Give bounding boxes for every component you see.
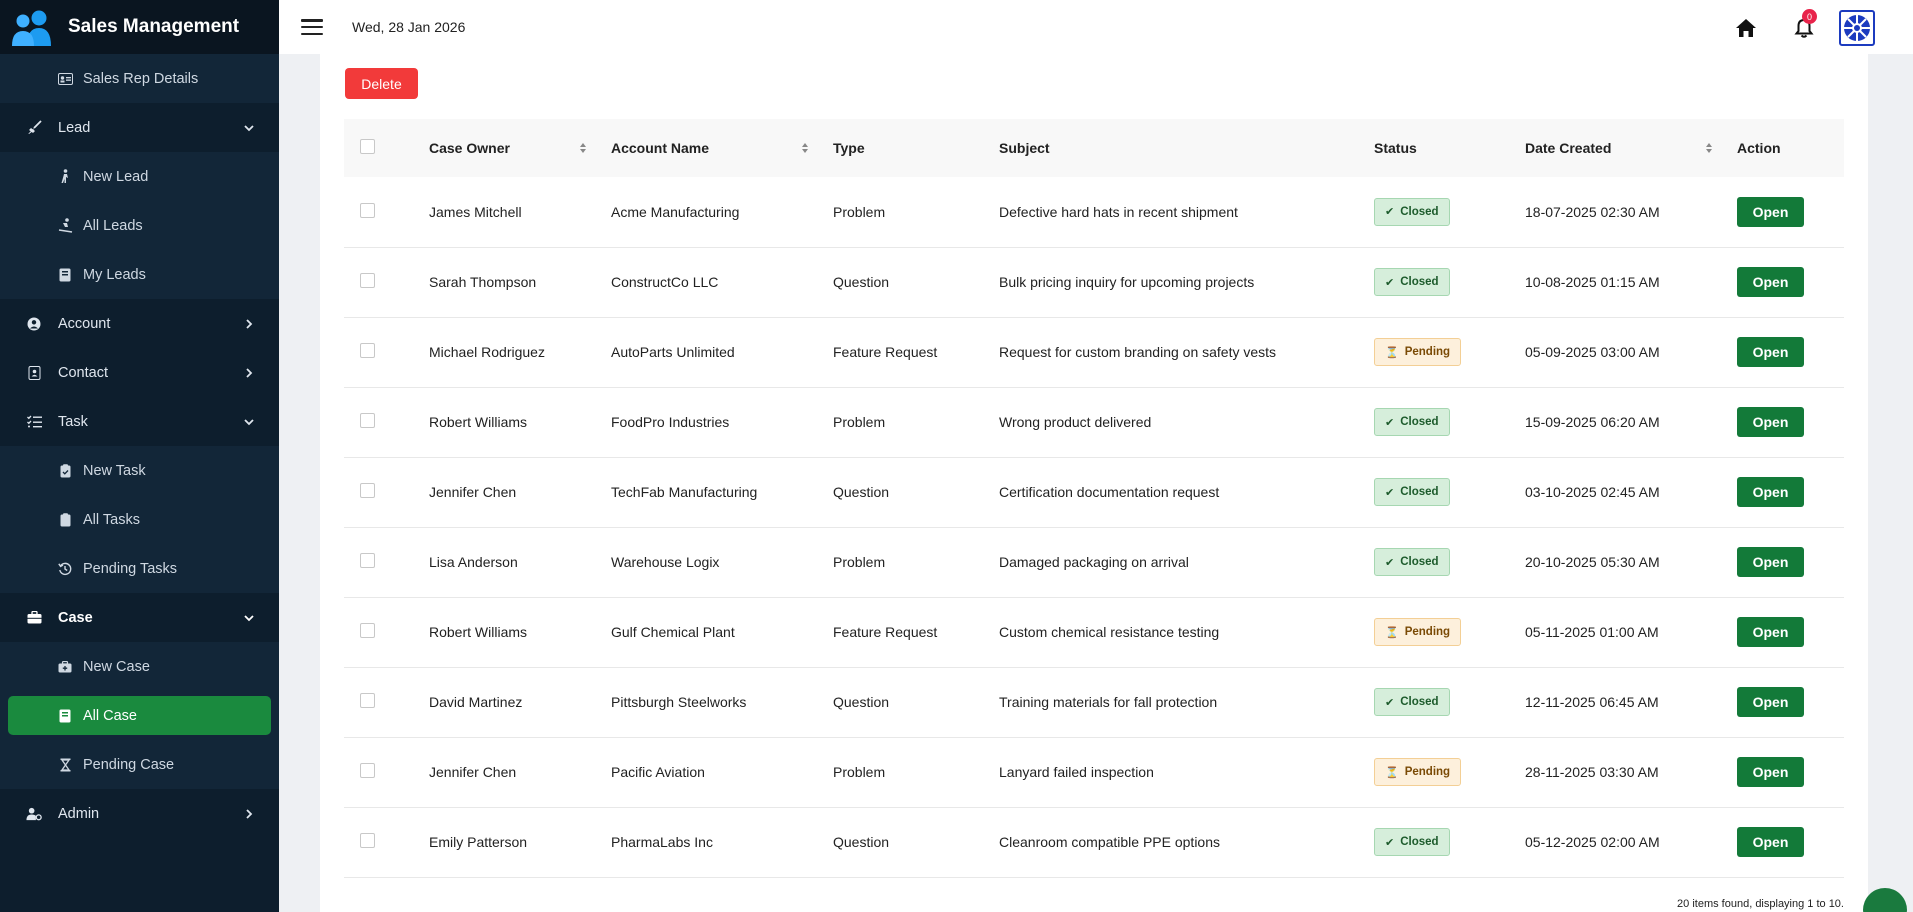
row-checkbox[interactable] [360, 203, 375, 218]
cell-type: Problem [833, 764, 886, 780]
column-header-account-name[interactable] [611, 119, 833, 177]
sidebar-item-label: Case [58, 609, 93, 626]
history-icon [57, 561, 73, 577]
cell-date-created: 28-11-2025 03:30 AM [1525, 764, 1659, 780]
open-case-button[interactable]: Open [1737, 547, 1804, 577]
cell-type: Question [833, 694, 890, 710]
sidebar-item-contact[interactable] [0, 348, 279, 397]
double-check-icon: ✔ [1385, 206, 1395, 219]
column-header-type: Type [833, 140, 865, 156]
cell-subject: Wrong product delivered [999, 414, 1152, 430]
book-icon [57, 708, 73, 724]
cell-action [1737, 667, 1844, 737]
list-check-icon [26, 414, 42, 430]
cell-account-name: PharmaLabs Inc [611, 834, 713, 850]
row-checkbox[interactable] [360, 273, 375, 288]
cell-date-created: 05-11-2025 01:00 AM [1525, 624, 1659, 640]
cases-table [344, 119, 1844, 878]
table-row [344, 737, 1844, 807]
cell-account-name: Pacific Aviation [611, 764, 705, 780]
table-row [344, 667, 1844, 737]
cell-status [1374, 667, 1525, 737]
sidebar-item-label: Task [58, 413, 88, 430]
cell-action [1737, 317, 1844, 387]
double-check-icon: ✔ [1385, 276, 1395, 289]
sidebar-item-case[interactable] [0, 593, 279, 642]
sidebar-item-label: New Lead [83, 168, 149, 185]
status-badge [1374, 618, 1461, 646]
table-row [344, 317, 1844, 387]
column-header-action: Action [1737, 140, 1781, 156]
status-badge [1374, 338, 1461, 366]
table-row [344, 177, 1844, 247]
sales-rep-group [0, 54, 279, 103]
cell-account-name: Pittsburgh Steelworks [611, 694, 747, 710]
status-badge [1374, 758, 1461, 786]
status-label: Pending [1404, 766, 1451, 778]
case-submenu [0, 642, 279, 789]
chevron-down-icon [243, 612, 255, 624]
double-check-icon: ✔ [1385, 836, 1395, 849]
cell-subject: Certification documentation request [999, 484, 1220, 500]
column-label: Case Owner [429, 140, 510, 156]
cell-account-name: TechFab Manufacturing [611, 484, 758, 500]
cell-type: Question [833, 484, 890, 500]
table-row [344, 807, 1844, 877]
cell-type: Feature Request [833, 624, 938, 640]
cell-subject: Request for custom branding on safety vests [999, 344, 1277, 360]
sort-icon[interactable] [801, 142, 809, 154]
select-all-checkbox[interactable] [360, 139, 375, 154]
status-label: Closed [1400, 556, 1439, 568]
cell-action [1737, 807, 1844, 877]
cell-type: Problem [833, 203, 886, 220]
table-row [344, 387, 1844, 457]
sidebar-item-new-case[interactable] [0, 642, 279, 691]
cell-subject: Custom chemical resistance testing [999, 624, 1220, 640]
table-header-row [344, 119, 1844, 177]
sidebar-item-account[interactable] [0, 299, 279, 348]
cell-date-created: 18-07-2025 02:30 AM [1525, 203, 1660, 220]
cell-case-owner: David Martinez [429, 694, 523, 710]
status-label: Closed [1400, 696, 1439, 708]
cell-status [1374, 527, 1525, 597]
cell-action [1737, 177, 1844, 247]
cell-account-name: Gulf Chemical Plant [611, 624, 735, 640]
cell-action [1737, 737, 1844, 807]
cell-type: Feature Request [833, 344, 938, 360]
table-body [344, 177, 1844, 877]
column-header-subject: Subject [999, 140, 1050, 156]
sidebar [0, 0, 279, 912]
column-label: Date Created [1525, 140, 1612, 156]
cell-subject: Cleanroom compatible PPE options [999, 834, 1221, 850]
sidebar-item-label: All Leads [83, 217, 143, 234]
sidebar-item-label: New Case [83, 658, 150, 675]
row-checkbox[interactable] [360, 623, 375, 638]
status-label: Pending [1404, 346, 1451, 358]
cell-date-created: 12-11-2025 06:45 AM [1525, 694, 1659, 710]
cell-account-name: Acme Manufacturing [611, 203, 740, 220]
row-checkbox[interactable] [360, 693, 375, 708]
status-label: Pending [1404, 626, 1451, 638]
cell-type: Question [833, 834, 890, 850]
cell-case-owner: Emily Patterson [429, 834, 528, 850]
status-label: Closed [1400, 416, 1439, 428]
cell-case-owner: Jennifer Chen [429, 484, 517, 500]
row-checkbox[interactable] [360, 483, 375, 498]
sidebar-item-label: All Tasks [83, 511, 140, 528]
cell-subject: Damaged packaging on arrival [999, 554, 1189, 570]
open-case-button[interactable]: Open [1737, 617, 1804, 647]
open-case-button[interactable]: Open [1737, 197, 1804, 227]
notification-count-badge: 0 [1802, 9, 1817, 24]
open-case-button[interactable]: Open [1737, 477, 1804, 507]
cell-status [1374, 457, 1525, 527]
notifications-button[interactable] [1793, 11, 1815, 39]
status-label: Closed [1400, 486, 1439, 498]
sidebar-item-all-leads[interactable] [0, 201, 279, 250]
cell-subject: Training materials for fall protection [999, 694, 1218, 710]
table-row [344, 597, 1844, 667]
cell-status [1374, 597, 1525, 667]
open-case-button[interactable]: Open [1737, 267, 1804, 297]
lead-submenu [0, 152, 279, 299]
cell-status [1374, 247, 1525, 317]
open-case-button[interactable]: Open [1737, 337, 1804, 367]
cell-date-created: 05-12-2025 02:00 AM [1525, 834, 1660, 850]
row-checkbox[interactable] [360, 553, 375, 568]
double-check-icon: ✔ [1385, 696, 1395, 709]
open-case-button[interactable]: Open [1737, 687, 1804, 717]
pagination-info: 20 items found, displaying 1 to 10. [1677, 898, 1844, 910]
book-icon [57, 267, 73, 283]
hourglass-icon: ⏳ [1385, 766, 1399, 779]
column-header-case-owner[interactable] [429, 119, 611, 177]
sidebar-item-label: Admin [58, 805, 100, 822]
cell-account-name: AutoParts Unlimited [611, 344, 735, 360]
cell-subject: Defective hard hats in recent shipment [999, 203, 1238, 220]
sort-icon[interactable] [579, 142, 587, 154]
chevron-down-icon [243, 416, 255, 428]
row-checkbox[interactable] [360, 833, 375, 848]
sidebar-item-lead[interactable] [0, 103, 279, 152]
cell-date-created: 20-10-2025 05:30 AM [1525, 554, 1660, 570]
sidebar-item-pending-tasks[interactable] [0, 544, 279, 593]
cell-case-owner: Jennifer Chen [429, 764, 517, 780]
hourglass-icon [57, 757, 73, 773]
person-walking-icon [57, 169, 73, 185]
sidebar-item-new-lead[interactable] [0, 152, 279, 201]
status-badge [1374, 478, 1450, 506]
cell-account-name: FoodPro Industries [611, 414, 730, 430]
id-card-icon [57, 71, 73, 87]
user-gear-icon [26, 806, 42, 822]
address-book-icon [26, 365, 42, 381]
cell-status [1374, 387, 1525, 457]
sidebar-item-label: My Leads [83, 266, 146, 283]
chevron-right-icon [243, 367, 255, 379]
cell-status [1374, 177, 1525, 247]
status-badge [1374, 268, 1450, 296]
status-label: Closed [1400, 276, 1439, 288]
brand [0, 0, 279, 54]
cell-subject: Bulk pricing inquiry for upcoming projects [999, 274, 1255, 290]
current-date: Wed, 28 Jan 2026 [352, 19, 466, 35]
status-badge [1374, 828, 1450, 856]
sidebar-item-label: Pending Case [83, 756, 175, 773]
open-case-button[interactable]: Open [1737, 827, 1804, 857]
status-badge [1374, 688, 1450, 716]
cell-type: Problem [833, 414, 886, 430]
double-check-icon: ✔ [1385, 486, 1395, 499]
case-list-card [320, 54, 1868, 912]
sidebar-item-pending-case[interactable] [0, 740, 279, 789]
sidebar-item-label: New Task [83, 462, 146, 479]
hamburger-menu-icon[interactable] [301, 19, 323, 35]
sidebar-item-all-tasks[interactable] [0, 495, 279, 544]
row-checkbox[interactable] [360, 413, 375, 428]
sidebar-item-label: Sales Rep Details [83, 70, 199, 87]
home-icon[interactable] [1735, 17, 1757, 39]
sidebar-item-all-case[interactable] [8, 696, 271, 735]
chevron-right-icon [243, 808, 255, 820]
table-row [344, 527, 1844, 597]
company-logo-icon [1842, 13, 1872, 43]
clipboard-icon [57, 512, 73, 528]
sidebar-item-my-leads[interactable] [0, 250, 279, 299]
column-label: Account Name [611, 140, 710, 156]
cell-account-name: Warehouse Logix [611, 554, 720, 570]
user-circle-icon [26, 316, 42, 332]
chevron-down-icon [243, 122, 255, 134]
cell-case-owner: Michael Rodriguez [429, 344, 545, 360]
cell-action [1737, 387, 1844, 457]
sidebar-item-label: Lead [58, 119, 91, 136]
task-submenu [0, 446, 279, 593]
cell-action [1737, 457, 1844, 527]
double-check-icon: ✔ [1385, 556, 1395, 569]
hourglass-icon: ⏳ [1385, 346, 1399, 359]
cell-case-owner: Sarah Thompson [429, 274, 537, 290]
cell-date-created: 05-09-2025 03:00 AM [1525, 344, 1660, 360]
chat-fab-button[interactable] [1863, 888, 1907, 912]
cell-case-owner: James Mitchell [429, 203, 522, 220]
clipboard-check-icon [57, 463, 73, 479]
top-header [279, 0, 1913, 54]
sidebar-item-label: Pending Tasks [83, 560, 178, 577]
users-logo-icon [10, 8, 56, 46]
sidebar-item-label: Contact [58, 364, 108, 381]
sidebar-item-admin[interactable] [0, 789, 279, 838]
table-row [344, 457, 1844, 527]
broom-icon [26, 120, 42, 136]
sort-icon[interactable] [1705, 142, 1713, 154]
person-skiing-icon [57, 218, 73, 234]
delete-button[interactable]: Delete [345, 68, 418, 99]
row-checkbox[interactable] [360, 343, 375, 358]
sidebar-item-sales-rep-details[interactable] [0, 54, 279, 103]
cell-status [1374, 737, 1525, 807]
status-badge [1374, 198, 1450, 226]
chevron-right-icon [243, 318, 255, 330]
cell-date-created: 15-09-2025 06:20 AM [1525, 414, 1660, 430]
column-header-date-created[interactable] [1525, 119, 1737, 177]
cell-account-name: ConstructCo LLC [611, 274, 719, 290]
sidebar-item-label: Account [58, 315, 111, 332]
cell-type: Problem [833, 554, 886, 570]
sidebar-item-label: All Case [83, 707, 137, 724]
cell-case-owner: Robert Williams [429, 414, 528, 430]
cell-case-owner: Robert Williams [429, 624, 528, 640]
cell-status [1374, 317, 1525, 387]
cell-action [1737, 527, 1844, 597]
status-label: Closed [1400, 205, 1439, 218]
cell-subject: Lanyard failed inspection [999, 764, 1154, 780]
table-row [344, 247, 1844, 317]
sidebar-item-new-task[interactable] [0, 446, 279, 495]
status-label: Closed [1400, 836, 1439, 848]
row-checkbox[interactable] [360, 763, 375, 778]
hourglass-icon: ⏳ [1385, 626, 1399, 639]
sidebar-item-task[interactable] [0, 397, 279, 446]
cell-status [1374, 807, 1525, 877]
briefcase-icon [26, 610, 42, 626]
cell-action [1737, 247, 1844, 317]
header-actions [1735, 10, 1875, 46]
status-badge [1374, 548, 1450, 576]
cell-type: Question [833, 274, 890, 290]
page-background-right [1868, 54, 1913, 912]
cell-date-created: 10-08-2025 01:15 AM [1525, 274, 1660, 290]
double-check-icon: ✔ [1385, 416, 1395, 429]
cell-case-owner: Lisa Anderson [429, 554, 518, 570]
column-header-status: Status [1374, 140, 1417, 156]
avatar[interactable] [1839, 10, 1875, 46]
open-case-button[interactable]: Open [1737, 757, 1804, 787]
briefcase-plus-icon [57, 659, 73, 675]
cell-date-created: 03-10-2025 02:45 AM [1525, 484, 1660, 500]
app-title: Sales Management [68, 16, 240, 37]
cell-action [1737, 597, 1844, 667]
status-badge [1374, 408, 1450, 436]
open-case-button[interactable]: Open [1737, 407, 1804, 437]
